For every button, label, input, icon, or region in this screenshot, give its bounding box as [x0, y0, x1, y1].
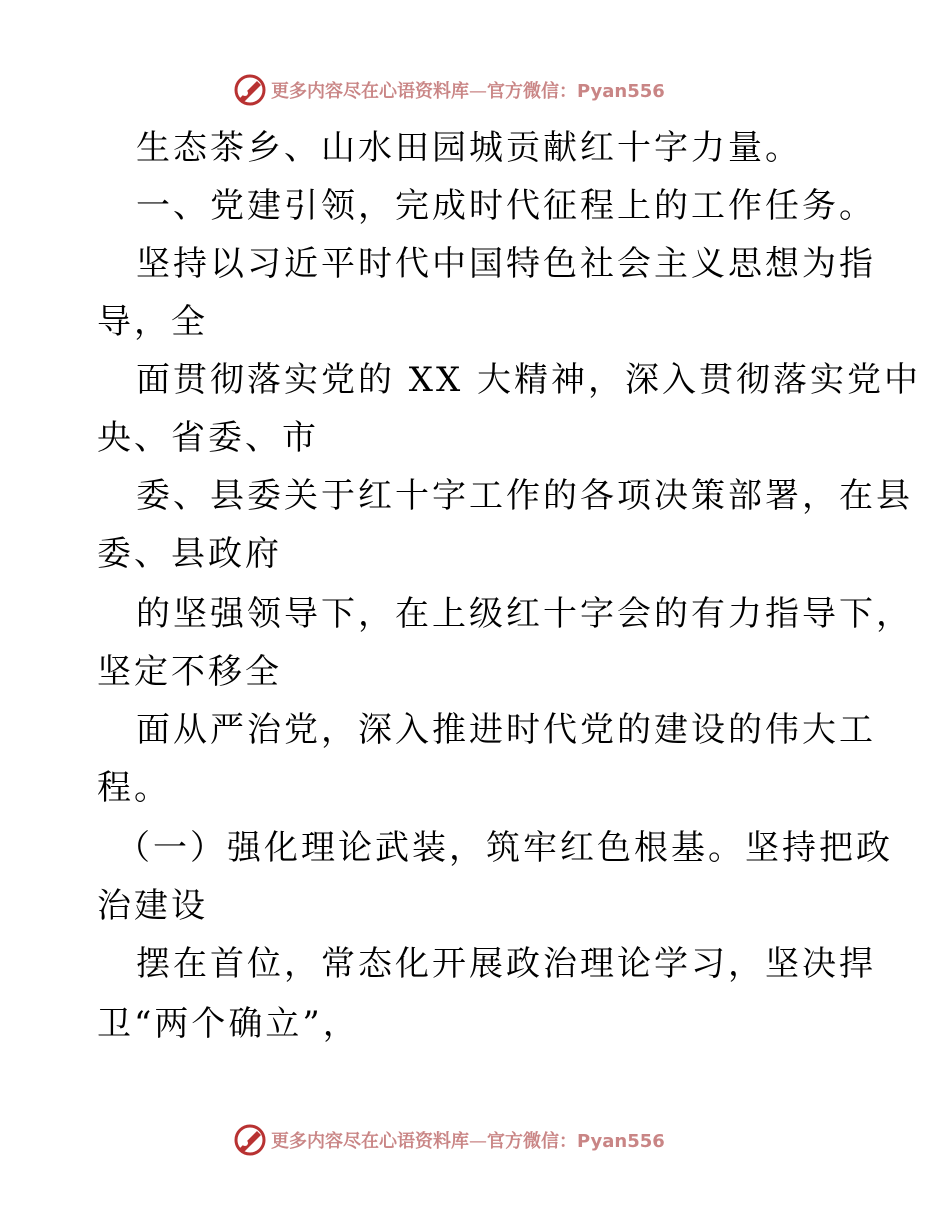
body-line: 委、县政府	[97, 534, 282, 574]
body-line: 面从严治党，深入推进时代党的建设的伟大工	[136, 710, 876, 750]
footer-banner	[0, 1120, 950, 1160]
footer-wechat-label: 官方微信：	[487, 1131, 577, 1152]
header-wechat-id: Pyan556	[577, 81, 665, 102]
body-line: 面贯彻落实党的 XX 大精神，深入贯彻落实党中	[136, 360, 922, 400]
footer-wechat-id: Pyan556	[577, 1131, 665, 1152]
body-line: 央、省委、市	[97, 418, 319, 458]
body-line: （一）强化理论武装，筑牢红色根基。坚持把政	[116, 828, 893, 868]
header-dash: —	[469, 81, 487, 102]
body-line: 治建设	[97, 886, 208, 926]
body-line: 一、党建引领，完成时代征程上的工作任务。	[136, 186, 876, 226]
body-line: 程。	[97, 768, 171, 808]
header-brand: 更多内容尽在心语资料库	[271, 81, 469, 102]
footer-banner-text	[271, 1127, 665, 1153]
body-line: 的坚强领导下，在上级红十字会的有力指导下，	[136, 594, 913, 634]
header-banner-text	[271, 77, 665, 103]
body-line: 委、县委关于红十字工作的各项决策部署，在县	[136, 476, 913, 516]
body-line: 坚定不移全	[97, 652, 282, 692]
body-line: 坚持以习近平时代中国特色社会主义思想为指	[136, 244, 876, 284]
footer-brand: 更多内容尽在心语资料库	[271, 1131, 469, 1152]
body-line: 生态茶乡、山水田园城贡献红十字力量。	[136, 128, 802, 168]
pen-logo-icon	[233, 1123, 267, 1157]
header-wechat-label: 官方微信：	[487, 81, 577, 102]
pen-logo-icon	[233, 73, 267, 107]
body-line: 摆在首位，常态化开展政治理论学习，坚决捍	[136, 944, 876, 984]
body-line: 导，全	[97, 302, 208, 342]
footer-dash: —	[469, 1131, 487, 1152]
body-line: 卫“两个确立”，	[97, 1004, 360, 1044]
header-banner	[0, 70, 950, 110]
